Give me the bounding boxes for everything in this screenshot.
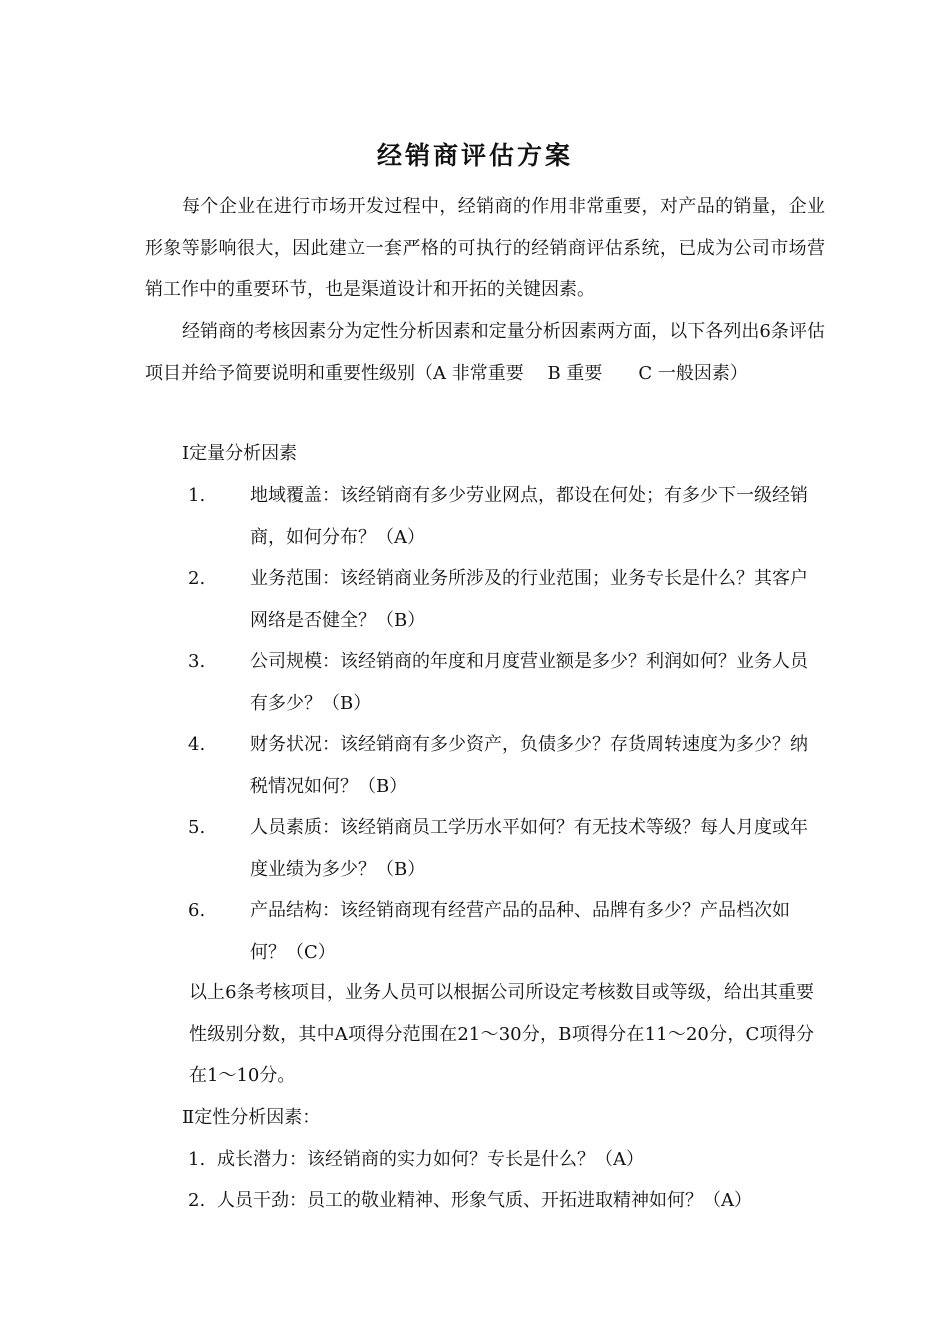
item-number: 2. bbox=[188, 1190, 206, 1211]
item-text: 人员素质：该经销商员工学历水平如何？有无技术等级？每人月度或年度业绩为多少？（B） bbox=[250, 817, 808, 880]
item-number: 1. bbox=[188, 485, 206, 506]
item-number: 2. bbox=[188, 568, 206, 589]
document-title: 经销商评估方案 bbox=[376, 141, 573, 170]
item-text: 财务状况：该经销商有多少资产，负债多少？存货周转速度为多少？纳税情况如何？（B） bbox=[250, 734, 808, 797]
item-number: 6. bbox=[188, 900, 206, 921]
factors-intro-paragraph: 经销商的考核因素分为定性分析因素和定量分析因素两方面，以下各列出6条评估项目并给予简要说明和重要性级别（A 非常重要 B 重要 C 一般因素） bbox=[145, 321, 825, 384]
qualitative-heading: Ⅱ定性分析因素： bbox=[182, 1107, 321, 1128]
item-text: 人员干劲：员工的敬业精神、形象气质、开拓进取精神如何？（A） bbox=[217, 1190, 752, 1211]
item-text: 公司规模：该经销商的年度和月度营业额是多少？利润如何？业务人员有多少？（B） bbox=[250, 651, 808, 714]
quantitative-heading: Ⅰ定量分析因素 bbox=[182, 443, 298, 464]
item-number: 3. bbox=[188, 651, 206, 672]
item-number: 5. bbox=[188, 817, 206, 838]
scoring-note: 以上6条考核项目，业务人员可以根据公司所设定考核数目或等级，给出其重要性级别分数，其中A项得分范围在21～30分，B项得分在11～20分，C项得分在1～10分。 bbox=[189, 982, 814, 1086]
item-number: 4. bbox=[188, 734, 206, 755]
intro-paragraph: 每个企业在进行市场开发过程中，经销商的作用非常重要，对产品的销量，企业形象等影响很大，因此建立一套严格的可执行的经销商评估系统，已成为公司市场营销工作中的重要环节，也是渠道设计和开拓的关键因素。 bbox=[145, 196, 825, 300]
item-text: 成长潜力：该经销商的实力如何？专长是什么？（A） bbox=[217, 1149, 644, 1170]
item-number: 1. bbox=[188, 1149, 206, 1170]
item-text: 业务范围：该经销商业务所涉及的行业范围；业务专长是什么？其客户网络是否健全？（B） bbox=[250, 568, 808, 631]
item-text: 地域覆盖：该经销商有多少劳业网点，都设在何处；有多少下一级经销商，如何分布？（A） bbox=[250, 485, 808, 548]
item-text: 产品结构：该经销商现有经营产品的品种、品牌有多少？产品档次如何？（C） bbox=[250, 900, 790, 963]
